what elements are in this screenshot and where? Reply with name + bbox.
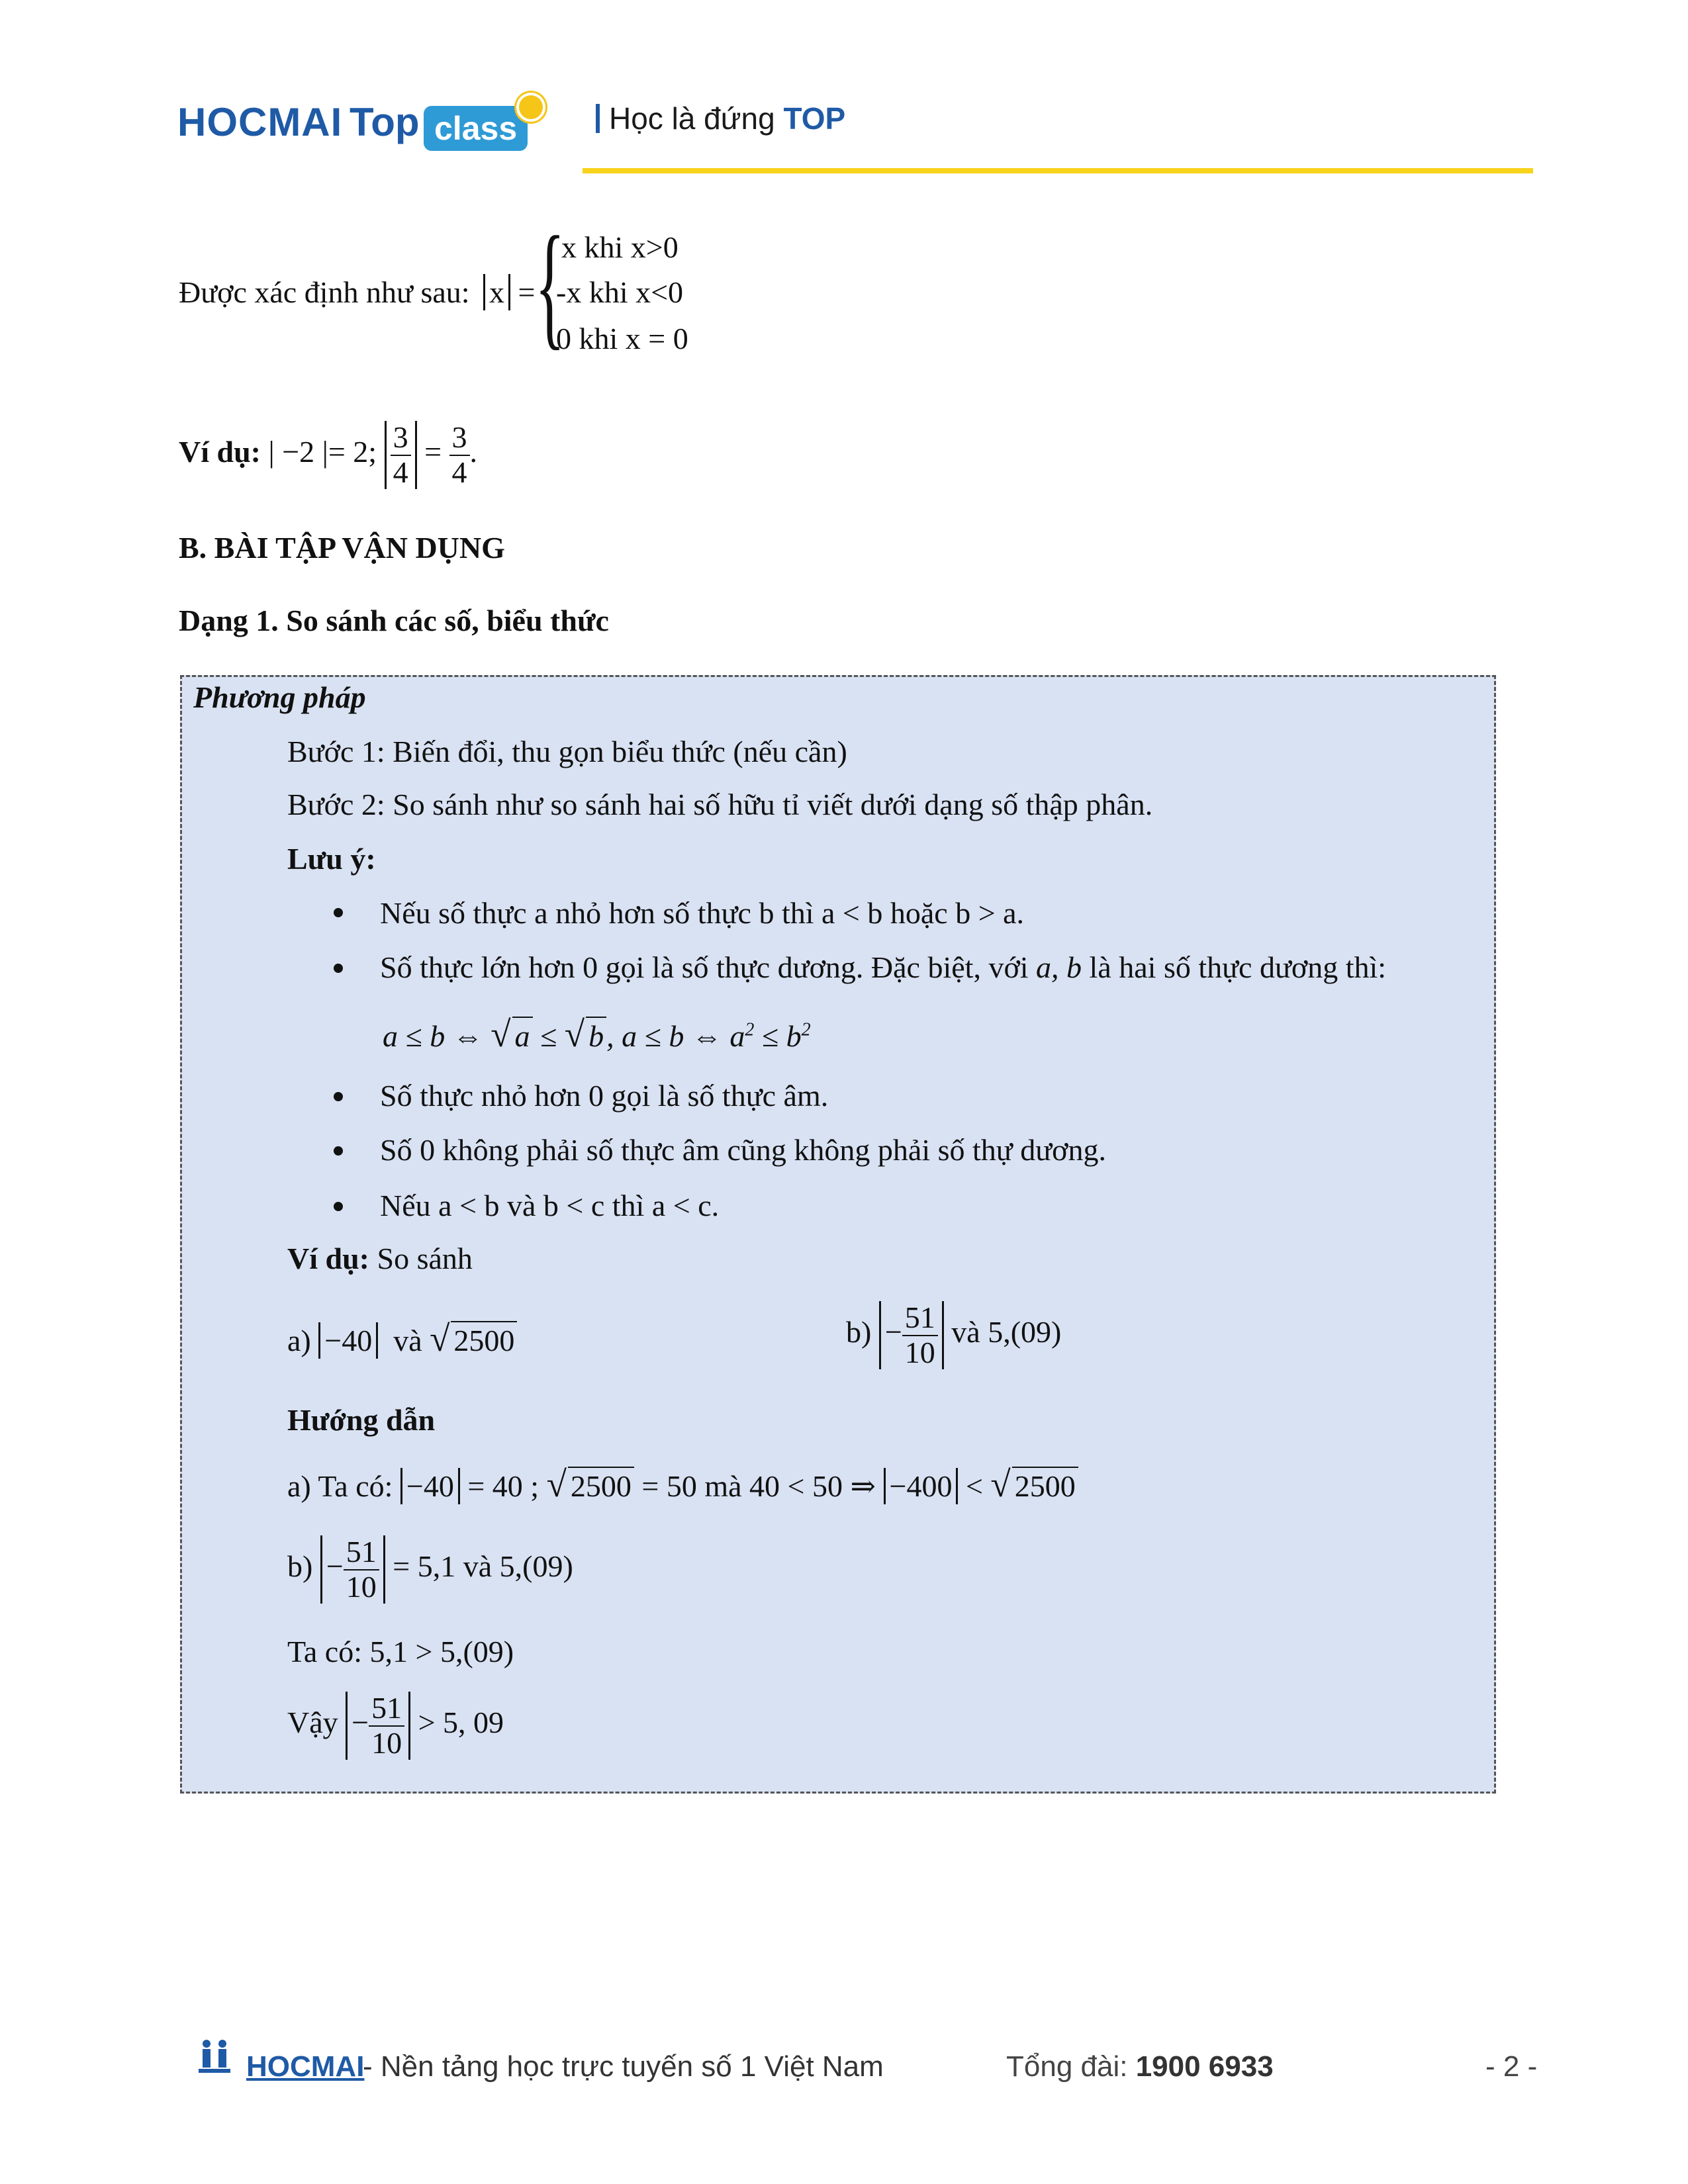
bullet-icon xyxy=(334,1202,343,1211)
fraction-3-4-result xyxy=(449,421,470,489)
case-2: -x khi x<0 xyxy=(556,275,684,309)
tagline-highlight: TOP xyxy=(783,101,846,136)
abs-frac-final: − $\frac{51}{10}$ xyxy=(346,1692,410,1760)
abs-neg40-sol: −40 xyxy=(400,1468,460,1504)
definition-lhs: x = xyxy=(483,274,535,310)
method-title: Phương pháp xyxy=(193,680,366,714)
sqrt-2500: 2500 xyxy=(451,1321,517,1359)
abs-frac xyxy=(385,421,417,489)
bullet-4: Số 0 không phải số thực âm cũng không phải số thự dương. xyxy=(380,1133,1106,1167)
abs-x-var: x xyxy=(489,275,504,309)
tagline-text: Học là đứng xyxy=(609,101,775,136)
method-step2: Bước 2: So sánh như so sánh hai số hữu tỉ viết dưới dạng số thập phân. xyxy=(287,788,1153,821)
footer-brand[interactable]: HOCMAI xyxy=(246,2050,365,2083)
sqrt-2500-sol2: 2500 xyxy=(1012,1467,1078,1504)
hocmai-footer-logo-icon xyxy=(196,2037,233,2074)
case-1: x khi x>0 xyxy=(561,230,679,264)
abs-neg400: −400 xyxy=(884,1468,959,1504)
example-abs: Ví dụ: | −2 |= 2; $\frac{3}{4}$ = $\frac{3}{4}$ . xyxy=(179,420,478,489)
guide-title: Hướng dẫn xyxy=(287,1403,436,1437)
logo-top-text: Top xyxy=(350,100,420,144)
example-a: a) −40 và √ 2500 xyxy=(287,1317,517,1361)
method-example xyxy=(287,1240,473,1277)
sqrt-b: b xyxy=(586,1017,606,1054)
bullet-2-vars: a, b xyxy=(1036,950,1082,984)
abs-frac-51-10: − $\frac{51}{10}$ xyxy=(879,1301,944,1369)
page-number: - 2 - xyxy=(1485,2050,1538,2083)
logo-class-badge: class xyxy=(424,106,528,151)
method-step1: Bước 1: Biến đổi, thu gọn biểu thức (nếu cần) xyxy=(287,735,847,768)
method-box xyxy=(180,675,1496,1794)
hotline-label: Tổng đài: xyxy=(1006,2050,1128,2083)
hotline-number: 1900 6933 xyxy=(1135,2050,1274,2083)
bullet-icon xyxy=(334,1146,343,1156)
fraction-51-10-final: $\frac{51}{10}$ xyxy=(369,1692,404,1760)
fraction-51-10: $\frac{51}{10}$ xyxy=(902,1301,938,1369)
frac-num: 3 xyxy=(391,421,411,456)
abs-frac-sol: − $\frac{51}{10}$ xyxy=(320,1535,385,1604)
frac-num-2: 3 xyxy=(449,421,470,456)
abs-neg40: −40 xyxy=(318,1322,378,1359)
bullet-2 xyxy=(380,949,1386,985)
solution-a: a) Ta có: −40 = 40 ; √ 2500 = 50 mà 40 < 50 ⇒ −400 < √ 2500 xyxy=(287,1463,1078,1506)
section-b-title: B. BÀI TẬP VẬN DỤNG xyxy=(179,531,505,565)
bullet-icon xyxy=(334,908,343,917)
example-b: b) − $\frac{51}{10}$ và 5,(09) xyxy=(846,1300,1062,1369)
bullet-3: Số thực nhỏ hơn 0 gọi là số thực âm. xyxy=(380,1079,829,1113)
footer-text: - Nền tảng học trực tuyến số 1 Việt Nam xyxy=(363,2050,884,2083)
example-part1: | −2 |= 2; xyxy=(268,435,377,469)
method-example-label: Ví dụ: xyxy=(287,1242,369,1275)
bullet-2-tail: là hai số thực dương thì: xyxy=(1089,950,1387,984)
footer-hotline xyxy=(1006,2050,1274,2083)
header-tagline xyxy=(596,101,845,136)
bullet-5: Nếu a < b và b < c thì a < c. xyxy=(380,1189,720,1222)
abs-x xyxy=(483,274,510,310)
example-label: Ví dụ: xyxy=(179,435,261,469)
sqrt-formula: a ≤ b ⇔ √ a ≤ √ b, a ≤ b ⇔ $a^2 \le b^2$ xyxy=(383,1014,811,1054)
dang1-title: Dạng 1. So sánh các số, biểu thức xyxy=(179,604,609,637)
sun-icon xyxy=(516,93,545,122)
sqrt-a: a xyxy=(512,1017,533,1054)
definition-intro: Được xác định như sau: xyxy=(179,275,470,309)
solution-b: b) − $\frac{51}{10}$ = 5,1 và 5,(09) xyxy=(287,1535,573,1604)
header-divider xyxy=(583,168,1533,173)
cases-brace: { xyxy=(535,208,565,362)
fraction-51-10-sol: $\frac{51}{10}$ xyxy=(344,1535,379,1604)
solution-d: Vậy − $\frac{51}{10}$ > 5, 09 xyxy=(287,1691,504,1760)
fraction-3-4 xyxy=(391,421,411,489)
bullet-2-text: Số thực lớn hơn 0 gọi là số thực dương. Đặc biệt, với xyxy=(380,950,1029,984)
tagline-bar xyxy=(596,104,600,133)
bullet-icon xyxy=(334,964,343,973)
sqrt-2500-sol: 2500 xyxy=(568,1467,634,1504)
case-3: 0 khi x = 0 xyxy=(556,322,688,355)
method-example-text: So sánh xyxy=(377,1242,473,1275)
example-end: . xyxy=(469,435,478,469)
bullet-1: Nếu số thực a nhỏ hơn số thực b thì a < b hoặc b > a. xyxy=(380,896,1025,930)
method-note-title: Lưu ý: xyxy=(287,842,376,876)
frac-den: 4 xyxy=(393,455,408,489)
solution-c: Ta có: 5,1 > 5,(09) xyxy=(287,1635,514,1668)
bullet-icon xyxy=(334,1092,343,1101)
frac-den-2: 4 xyxy=(451,455,467,489)
logo-hocmai-text: HOCMAI xyxy=(177,100,343,144)
